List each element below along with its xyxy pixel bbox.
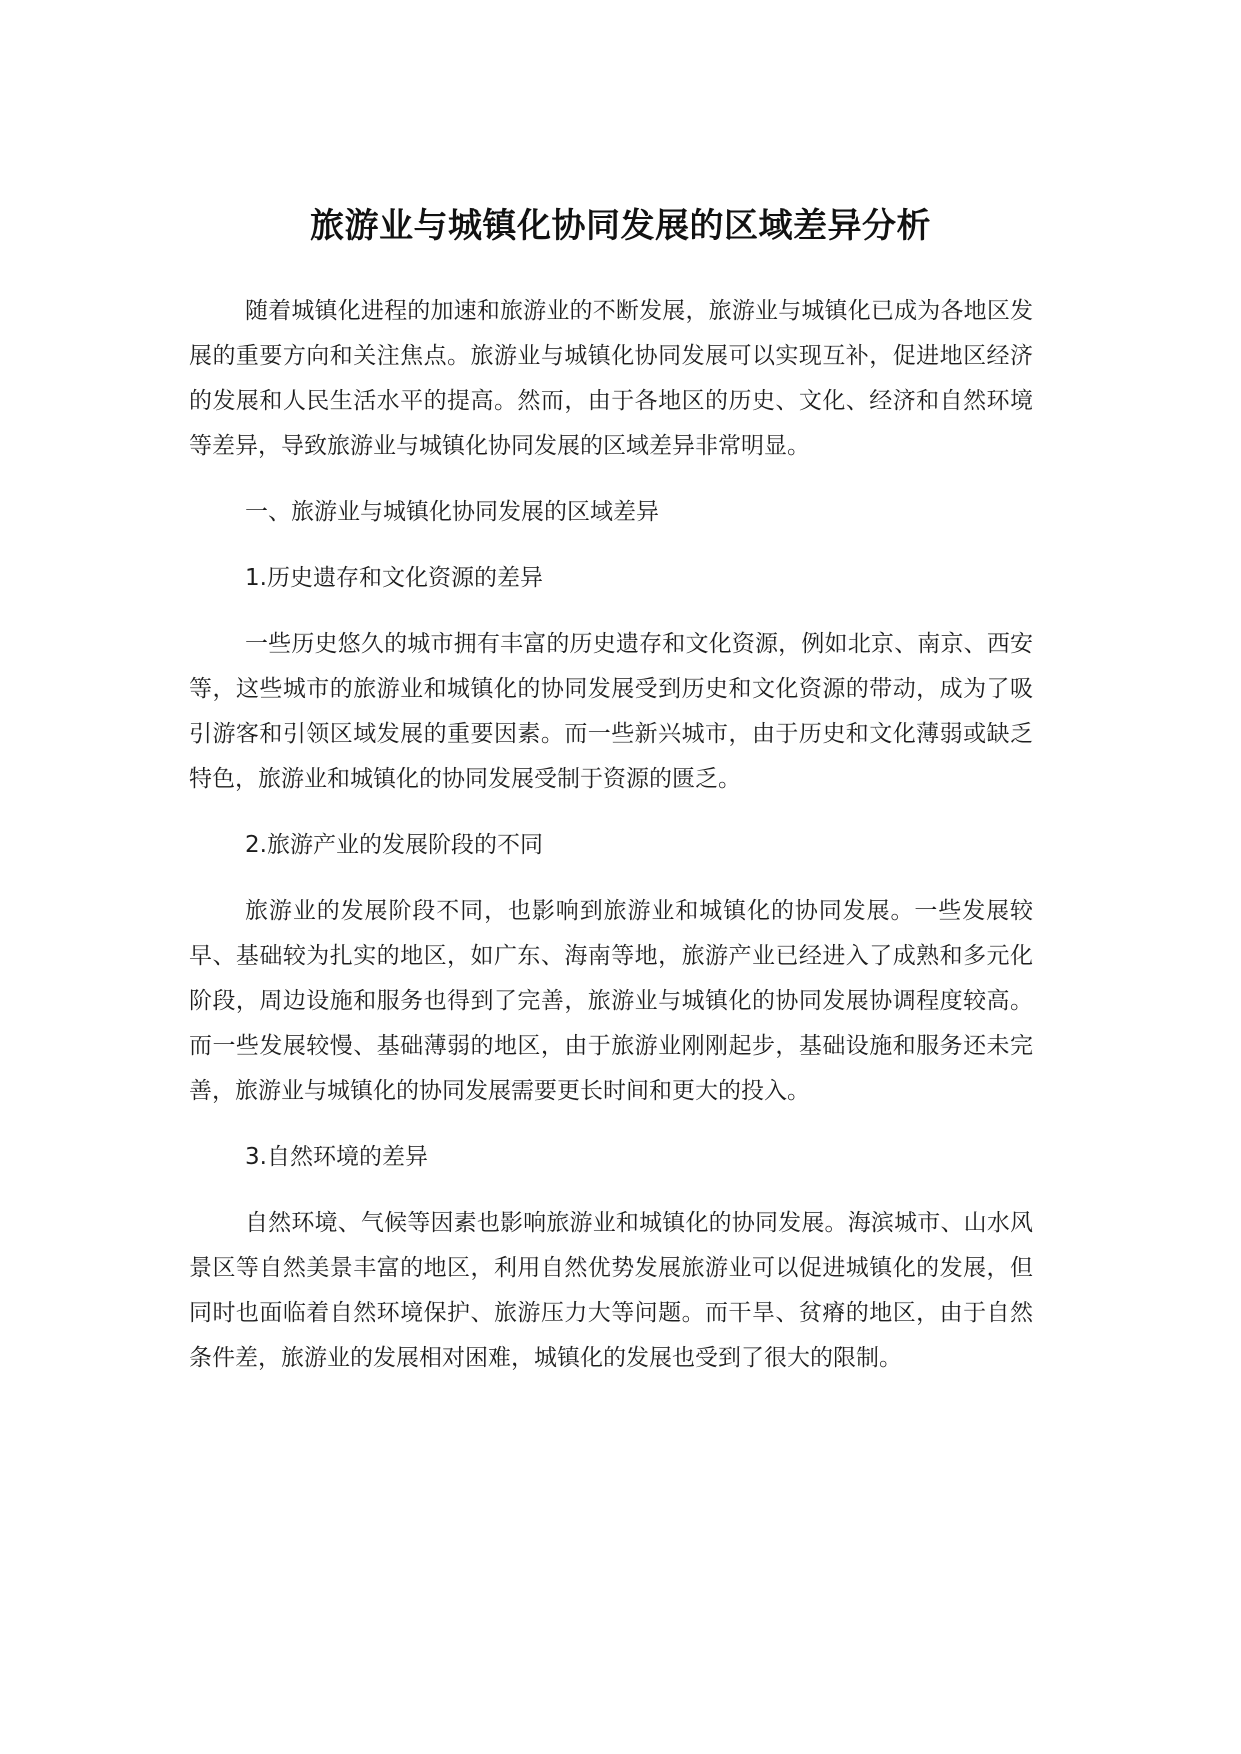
subsection-heading-1: 1.历史遗存和文化资源的差异 [245,565,543,591]
section-heading-1: 一、旅游业与城镇化协同发展的区域差异 [245,499,659,525]
subsection-paragraph-3: 自然环境、气候等因素也影响旅游业和城镇化的协同发展。海滨城市、山水风景区等自然美景丰富的地区，利用自然优势发展旅游业可以促进城镇化的发展，但同时也面临着自然环境保护、旅游压力大等问题。而干旱、贫瘠的地区，由于自然条件差，旅游业的发展相对困难，城镇化的发展也受到了很大的限制。 [189,1210,1033,1371]
subsection-paragraph-2: 旅游业的发展阶段不同，也影响到旅游业和城镇化的协同发展。一些发展较早、基础较为扎实的地区，如广东、海南等地，旅游产业已经进入了成熟和多元化阶段，周边设施和服务也得到了完善，旅游业与城镇化的协同发展协调程度较高。而一些发展较慢、基础薄弱的地区，由于旅游业刚刚起步，基础设施和服务还未完善，旅游业与城镇化的协同发展需要更长时间和更大的投入。 [189,898,1033,1104]
document-title: 旅游业与城镇化协同发展的区域差异分析 [310,205,931,246]
intro-paragraph: 随着城镇化进程的加速和旅游业的不断发展，旅游业与城镇化已成为各地区发展的重要方向和关注焦点。旅游业与城镇化协同发展可以实现互补，促进地区经济的发展和人民生活水平的提高。然而，由于各地区的历史、文化、经济和自然环境等差异，导致旅游业与城镇化协同发展的区域差异非常明显。 [189,298,1033,459]
subsection-paragraph-1: 一些历史悠久的城市拥有丰富的历史遗存和文化资源，例如北京、南京、西安等，这些城市的旅游业和城镇化的协同发展受到历史和文化资源的带动，成为了吸引游客和引领区域发展的重要因素。而一些新兴城市，由于历史和文化薄弱或缺乏特色，旅游业和城镇化的协同发展受制于资源的匮乏。 [189,631,1033,792]
document-body [189,289,1033,1381]
subsection-heading-3: 3.自然环境的差异 [245,1144,428,1170]
subsection-heading-2: 2.旅游产业的发展阶段的不同 [245,832,543,858]
